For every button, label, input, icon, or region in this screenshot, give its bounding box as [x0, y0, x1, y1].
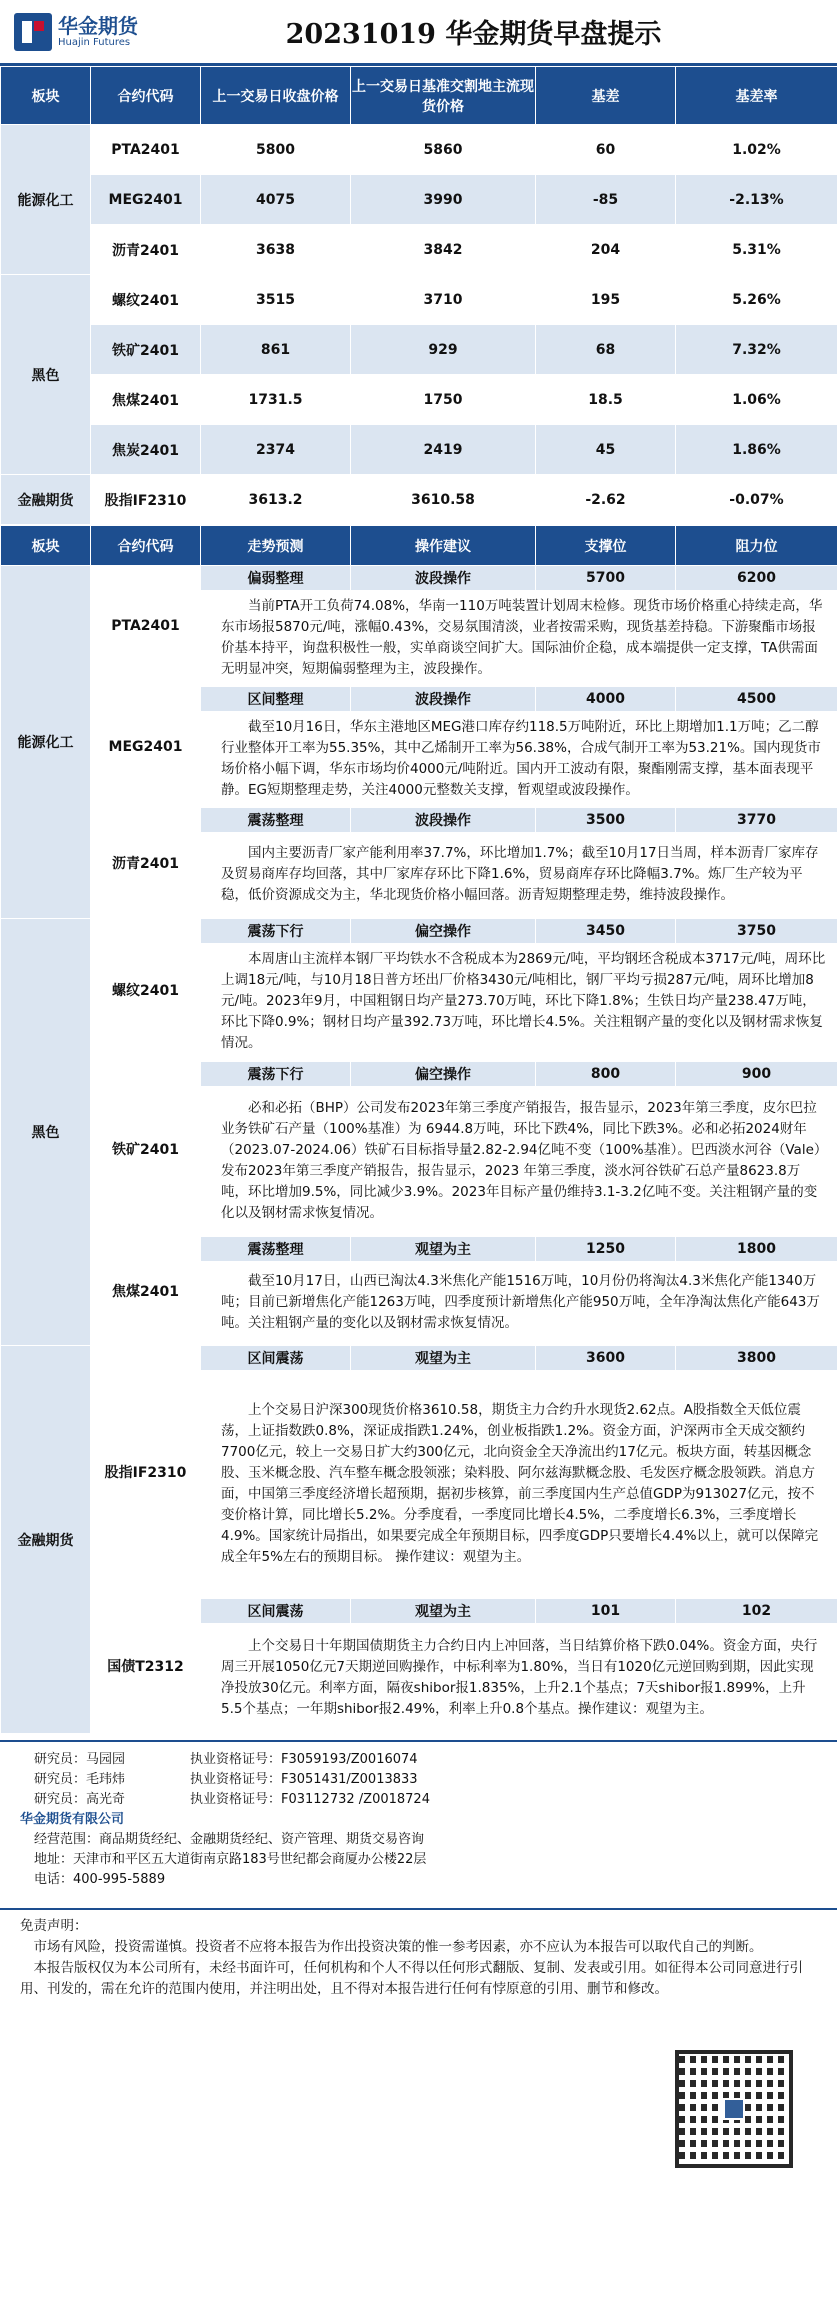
basis-cell: -85	[536, 175, 676, 225]
strategy-support: 1250	[536, 1237, 676, 1262]
basis-row	[1, 475, 837, 525]
basis-cell: 861	[201, 325, 351, 375]
strategy-op: 观望为主	[351, 1599, 536, 1624]
sector-cell: 金融期货	[1, 1346, 91, 1734]
basis-cell: -2.13%	[676, 175, 837, 225]
basis-cell: 沥青2401	[91, 225, 201, 275]
sector-cell: 黑色	[1, 275, 91, 475]
disclaimer	[0, 1908, 837, 2000]
strategy-support: 5700	[536, 566, 676, 591]
basis-header-cell: 上一交易日基准交割地主流现货价格	[351, 67, 536, 125]
strategy-trend: 震荡整理	[201, 808, 351, 833]
company-logo	[14, 13, 164, 51]
strategy-support: 800	[536, 1062, 676, 1087]
basis-cell: 7.32%	[676, 325, 837, 375]
basis-header-cell: 合约代码	[91, 67, 201, 125]
strategy-comment: 截至10月16日，华东主港地区MEG港口库存约118.5万吨附近，环比上期增加1.1万吨；乙二醇行业整体开工率为55.35%，其中乙烯制开工率为56.38%，合成气制开工率为53.21%。国内现货市场价格小幅下调，华东市场均价4000元/吨附近。国内开工波动有限，聚酯刚需支撑，基本面表现平静。EG短期整理走势，关注4000元整数关支撑，暂观望或波段操作。	[201, 712, 837, 808]
strategy-op: 偏空操作	[351, 1062, 536, 1087]
strategy-sub-row	[1, 687, 837, 712]
strategy-sub-row	[1, 1062, 837, 1087]
strategy-support: 3500	[536, 808, 676, 833]
basis-row	[1, 175, 837, 225]
company-phone: 电话：400-995-5889	[34, 1872, 166, 1887]
strategy-header-cell: 支撑位	[536, 526, 676, 566]
basis-cell: 1.02%	[676, 125, 837, 175]
basis-header-cell: 板块	[1, 67, 91, 125]
contract-code: 股指IF2310	[91, 1346, 201, 1599]
basis-cell: 3710	[351, 275, 536, 325]
logo-cn-text: 华金期货	[58, 13, 138, 38]
basis-cell: 3613.2	[201, 475, 351, 525]
basis-cell: 204	[536, 225, 676, 275]
sector-cell: 黑色	[1, 919, 91, 1346]
basis-cell: 3990	[351, 175, 536, 225]
strategy-comment: 截至10月17日，山西已淘汰4.3米焦化产能1516万吨，10月份仍将淘汰4.3米焦化产能1340万吨；目前已新增焦化产能1263万吨，四季度预计新增焦化产能950万吨，全年净淘汰焦化产能643万吨。关注粗钢产量的变化以及钢材需求恢复情况。	[201, 1262, 837, 1346]
strategy-header-cell: 板块	[1, 526, 91, 566]
strategy-header-row	[1, 526, 837, 566]
sector-cell: 能源化工	[1, 125, 91, 275]
strategy-support: 4000	[536, 687, 676, 712]
sector-cell: 金融期货	[1, 475, 91, 525]
contract-code: 国债T2312	[91, 1599, 201, 1734]
basis-cell: 5800	[201, 125, 351, 175]
strategy-comment: 必和必拓（BHP）公司发布2023年第三季度产销报告，报告显示，2023年第三季度，皮尔巴拉业务铁矿石产量（100%基准）为 6944.8万吨，环比下跌4%，同比下跌3%。必和必拓2024财年（2023.07-2024.06）铁矿石目标指导量2.82-2.94亿吨不变（100%基准）。巴西淡水河谷（Vale）发布2023年第三季度产销报告，报告显示，2023 年第三季度，淡水河谷铁矿石总产量8623.8万吨，环比增加9.5%，同比减少3.9%。2023年目标产量仍维持3.1-3.2亿吨不变。关注粗钢产量的变化以及钢材需求恢复情况。	[201, 1087, 837, 1237]
strategy-resist: 3770	[676, 808, 837, 833]
company-address: 地址：天津市和平区五大道街南京路183号世纪都会商厦办公楼22层	[34, 1852, 427, 1867]
basis-row	[1, 125, 837, 175]
strategy-op: 波段操作	[351, 687, 536, 712]
strategy-resist: 4500	[676, 687, 837, 712]
analyst-license: 执业资格证号：F3059193/Z0016074	[190, 1752, 418, 1767]
analyst-license: 执业资格证号：F03112732 /Z0018724	[190, 1792, 430, 1807]
strategy-resist: 3750	[676, 919, 837, 944]
strategy-op: 波段操作	[351, 566, 536, 591]
strategy-resist: 1800	[676, 1237, 837, 1262]
contract-code: MEG2401	[91, 687, 201, 808]
analyst-row	[20, 1750, 817, 1770]
strategy-support: 3600	[536, 1346, 676, 1371]
strategy-sub-row	[1, 1346, 837, 1371]
basis-cell: 929	[351, 325, 536, 375]
basis-cell: 5.26%	[676, 275, 837, 325]
analyst-license: 执业资格证号：F3051431/Z0013833	[190, 1772, 418, 1787]
basis-cell: 铁矿2401	[91, 325, 201, 375]
strategy-header-cell: 操作建议	[351, 526, 536, 566]
basis-header-cell: 基差	[536, 67, 676, 125]
basis-row	[1, 425, 837, 475]
strategy-resist: 3800	[676, 1346, 837, 1371]
basis-cell: 2419	[351, 425, 536, 475]
basis-row	[1, 275, 837, 325]
basis-table	[0, 66, 837, 525]
strategy-sub-row	[1, 808, 837, 833]
basis-cell: 45	[536, 425, 676, 475]
strategy-trend: 偏弱整理	[201, 566, 351, 591]
strategy-support: 3450	[536, 919, 676, 944]
strategy-comment: 当前PTA开工负荷74.08%，华南一110万吨装置计划周末检修。现货市场价格重心持续走高，华东市场报5870元/吨，涨幅0.43%，交易氛围清淡，业者按需采购，现货基差持稳。下游聚酯市场报价基本持平，询盘积极性一般，实单商谈空间扩大。国际油价企稳，成本端提供一定支撑，TA供需面无明显冲突，短期偏弱整理为主，波段操作。	[201, 591, 837, 687]
basis-cell: 1731.5	[201, 375, 351, 425]
basis-cell: 5.31%	[676, 225, 837, 275]
basis-row	[1, 225, 837, 275]
basis-cell: 股指IF2310	[91, 475, 201, 525]
basis-cell: 1.86%	[676, 425, 837, 475]
strategy-sub-row	[1, 1599, 837, 1624]
strategy-resist: 900	[676, 1062, 837, 1087]
strategy-trend: 震荡整理	[201, 1237, 351, 1262]
strategy-op: 观望为主	[351, 1346, 536, 1371]
report-header	[0, 0, 837, 66]
analyst-row	[20, 1790, 817, 1810]
basis-cell: 1750	[351, 375, 536, 425]
contract-code: 铁矿2401	[91, 1062, 201, 1237]
strategy-resist: 6200	[676, 566, 837, 591]
basis-cell: 1.06%	[676, 375, 837, 425]
huajin-logo-icon	[14, 13, 52, 51]
basis-cell: PTA2401	[91, 125, 201, 175]
report-footer	[0, 1740, 837, 1898]
basis-cell: 60	[536, 125, 676, 175]
strategy-sub-row	[1, 1237, 837, 1262]
strategy-comment: 国内主要沥青厂家产能利用率37.7%，环比增加1.7%；截至10月17日当周，样本沥青厂家库存及贸易商库存均回落，其中厂家库存环比下降1.6%，贸易商库存环比降幅3.7%。炼厂生产较为平稳，低价资源成交为主，华北现货价格小幅回落。沥青短期整理走势，维持波段操作。	[201, 833, 837, 919]
strategy-sub-row	[1, 919, 837, 944]
report-title: 20231019 华金期货早盘提示	[285, 19, 662, 50]
basis-header-cell: 上一交易日收盘价格	[201, 67, 351, 125]
strategy-table	[0, 525, 837, 1734]
basis-cell: 螺纹2401	[91, 275, 201, 325]
qr-code-icon	[675, 2050, 793, 2168]
basis-cell: 3842	[351, 225, 536, 275]
contract-code: 焦煤2401	[91, 1237, 201, 1346]
business-scope: 经营范围：商品期货经纪、金融期货经纪、资产管理、期货交易咨询	[34, 1832, 425, 1847]
basis-cell: 4075	[201, 175, 351, 225]
strategy-op: 观望为主	[351, 1237, 536, 1262]
basis-cell: 18.5	[536, 375, 676, 425]
strategy-comment: 上个交易日沪深300现货价格3610.58，期货主力合约升水现货2.62点。A股指数全天低位震荡，上证指数跌0.8%，深证成指跌1.24%，创业板指跌1.2%。资金方面，沪深两市全天成交额约7700亿元，较上一交易日扩大约300亿元，北向资金全天净流出约17亿元。板块方面，转基因概念股、玉米概念股、汽车整车概念股领涨；染料股、阿尔兹海默概念股、毛发医疗概念股领跌。消息方面，中国第三季度经济增长超预期，据初步核算，前三季度国内生产总值GDP为913027亿元，按不变价格计算，同比增长5.2%。分季度看，一季度同比增长4.5%，二季度增长6.3%，三季度增长4.9%。国家统计局指出，如果要完成全年预期目标，四季度GDP只要增长4.4%以上，就可以保障完成全年5%左右的预期目标。 操作建议：观望为主。	[201, 1371, 837, 1599]
disclaimer-title: 免责声明：	[20, 1918, 88, 1934]
analyst-name: 研究员：马园园	[34, 1752, 126, 1767]
analyst-name: 研究员：高光奇	[34, 1792, 126, 1807]
contract-code: PTA2401	[91, 566, 201, 687]
strategy-trend: 区间整理	[201, 687, 351, 712]
company-name: 华金期货有限公司	[20, 1812, 125, 1827]
strategy-sub-row	[1, 566, 837, 591]
strategy-header-cell: 阻力位	[676, 526, 837, 566]
sector-cell: 能源化工	[1, 566, 91, 919]
basis-cell: 195	[536, 275, 676, 325]
strategy-header-cell: 走势预测	[201, 526, 351, 566]
basis-cell: -0.07%	[676, 475, 837, 525]
basis-cell: 5860	[351, 125, 536, 175]
basis-header-cell: 基差率	[676, 67, 837, 125]
basis-cell: 3515	[201, 275, 351, 325]
basis-row	[1, 375, 837, 425]
basis-cell: 68	[536, 325, 676, 375]
strategy-trend: 区间震荡	[201, 1599, 351, 1624]
basis-cell: 焦炭2401	[91, 425, 201, 475]
disclaimer-p1: 市场有风险，投资需谨慎。投资者不应将本报告为作出投资决策的惟一参考因素，亦不应认为本报告可以取代自己的判断。	[33, 1939, 763, 1955]
contract-code: 螺纹2401	[91, 919, 201, 1062]
analyst-row	[20, 1770, 817, 1790]
strategy-trend: 震荡下行	[201, 919, 351, 944]
strategy-resist: 102	[676, 1599, 837, 1624]
strategy-comment: 本周唐山主流样本钢厂平均铁水不含税成本为2869元/吨，平均钢坯含税成本3717元/吨，周环比上调18元/吨，与10月18日普方坯出厂价格3430元/吨相比，钢厂平均亏损287元/吨，周环比增加8元/吨。2023年9月，中国粗钢日均产量273.70万吨，环比下降1.8%；生铁日均产量238.47万吨，环比下降0.9%；钢材日均产量392.73万吨，环比增长4.5%。关注粗钢产量的变化以及钢材需求恢复情况。	[201, 944, 837, 1062]
strategy-op: 波段操作	[351, 808, 536, 833]
basis-header-row	[1, 67, 837, 125]
disclaimer-p2: 本报告版权仅为本公司所有，未经书面许可，任何机构和个人不得以任何形式翻版、复制、发表或引用。如征得本公司同意进行引用、刊发的，需在允许的范围内使用，并注明出处，且不得对本报告进行任何有悖原意的引用、删节和修改。	[20, 1960, 803, 1997]
basis-cell: -2.62	[536, 475, 676, 525]
basis-cell: MEG2401	[91, 175, 201, 225]
basis-cell: 3610.58	[351, 475, 536, 525]
basis-cell: 3638	[201, 225, 351, 275]
contract-code: 沥青2401	[91, 808, 201, 919]
strategy-header-cell: 合约代码	[91, 526, 201, 566]
strategy-op: 偏空操作	[351, 919, 536, 944]
basis-cell: 2374	[201, 425, 351, 475]
strategy-trend: 区间震荡	[201, 1346, 351, 1371]
strategy-trend: 震荡下行	[201, 1062, 351, 1087]
strategy-comment: 上个交易日十年期国债期货主力合约日内上冲回落，当日结算价格下跌0.04%。资金方面，央行周三开展1050亿元7天期逆回购操作，中标利率为1.80%，当日有1020亿元逆回购到期，因此实现净投放30亿元。利率方面，隔夜shibor报1.835%，上升2.1个基点；7天shibor报1.899%，上升5.5个基点；一年期shibor报2.49%，利率上升0.8个基点。操作建议：观望为主。	[201, 1624, 837, 1734]
strategy-support: 101	[536, 1599, 676, 1624]
analyst-name: 研究员：毛玮炜	[34, 1772, 126, 1787]
basis-row	[1, 325, 837, 375]
basis-cell: 焦煤2401	[91, 375, 201, 425]
logo-en-text: Huajin Futures	[58, 36, 131, 48]
